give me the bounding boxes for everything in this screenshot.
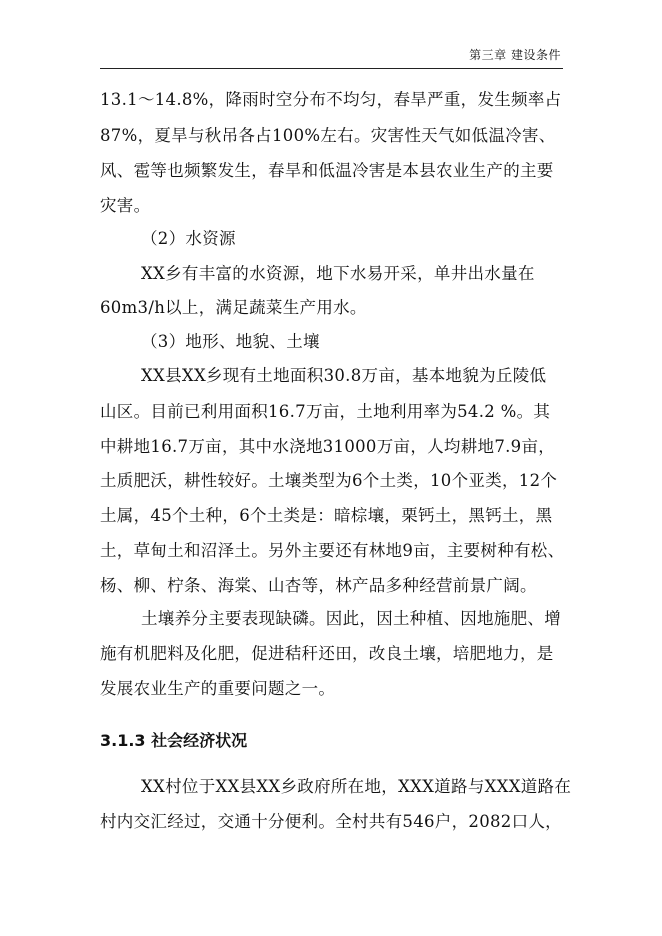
paragraph-line: 风、雹等也频繁发生，春旱和低温冷害是本县农业生产的主要 xyxy=(100,161,554,180)
section-heading: 3.1.3 社会经济状况 xyxy=(100,731,248,750)
paragraph-line: 土质肥沃，耕性较好。土壤类型为6个土类，10个亚类，12个 xyxy=(100,471,558,490)
subsection-title: （2）水资源 xyxy=(141,229,236,248)
paragraph-line: 13.1～14.8%，降雨时空分布不均匀，春旱严重，发生频率占 xyxy=(100,90,562,109)
paragraph-line: XX乡有丰富的水资源，地下水易开采，单井出水量在 xyxy=(141,264,535,283)
paragraph-line: XX村位于XX县XX乡政府所在地，XXX道路与XXX道路在 xyxy=(141,777,572,796)
paragraph-line: 杨、柳、柠条、海棠、山杏等，林产品多种经营前景广阔。 xyxy=(100,576,537,595)
paragraph-line: 87%，夏旱与秋吊各占100%左右。灾害性天气如低温冷害、 xyxy=(100,126,556,145)
paragraph-line: 中耕地16.7万亩，其中水浇地31000万亩，人均耕地7.9亩， xyxy=(100,437,556,456)
paragraph-line: 发展农业生产的重要问题之一。 xyxy=(100,679,336,698)
paragraph-line: 土壤养分主要表现缺磷。因此，因土种植、因地施肥、增 xyxy=(141,609,561,628)
subsection-title: （3）地形、地貌、土壤 xyxy=(141,332,320,351)
chapter-title: 第三章 建设条件 xyxy=(469,48,561,62)
paragraph-line: 山区。目前已利用面积16.7万亩，土地利用率为54.2 %。其 xyxy=(100,402,551,421)
paragraph-line: 土，草甸土和沼泽土。另外主要还有林地9亩，主要树种有松、 xyxy=(100,541,565,560)
paragraph-line: 灾害。 xyxy=(100,196,151,215)
paragraph-line: XX县XX乡现有土地面积30.8万亩，基本地貌为丘陵低 xyxy=(141,366,547,385)
paragraph-line: 施有机肥料及化肥，促进秸秆还田，改良土壤，培肥地力，是 xyxy=(100,644,554,663)
paragraph-line: 60m3/h以上，满足蔬菜生产用水。 xyxy=(100,298,367,317)
page-header xyxy=(100,44,563,69)
paragraph-line: 村内交汇经过，交通十分便利。全村共有546户，2082口人， xyxy=(100,812,562,831)
paragraph-line: 土属，45个土种，6个土类是：暗棕壤，栗钙土，黑钙土，黑 xyxy=(100,506,553,525)
